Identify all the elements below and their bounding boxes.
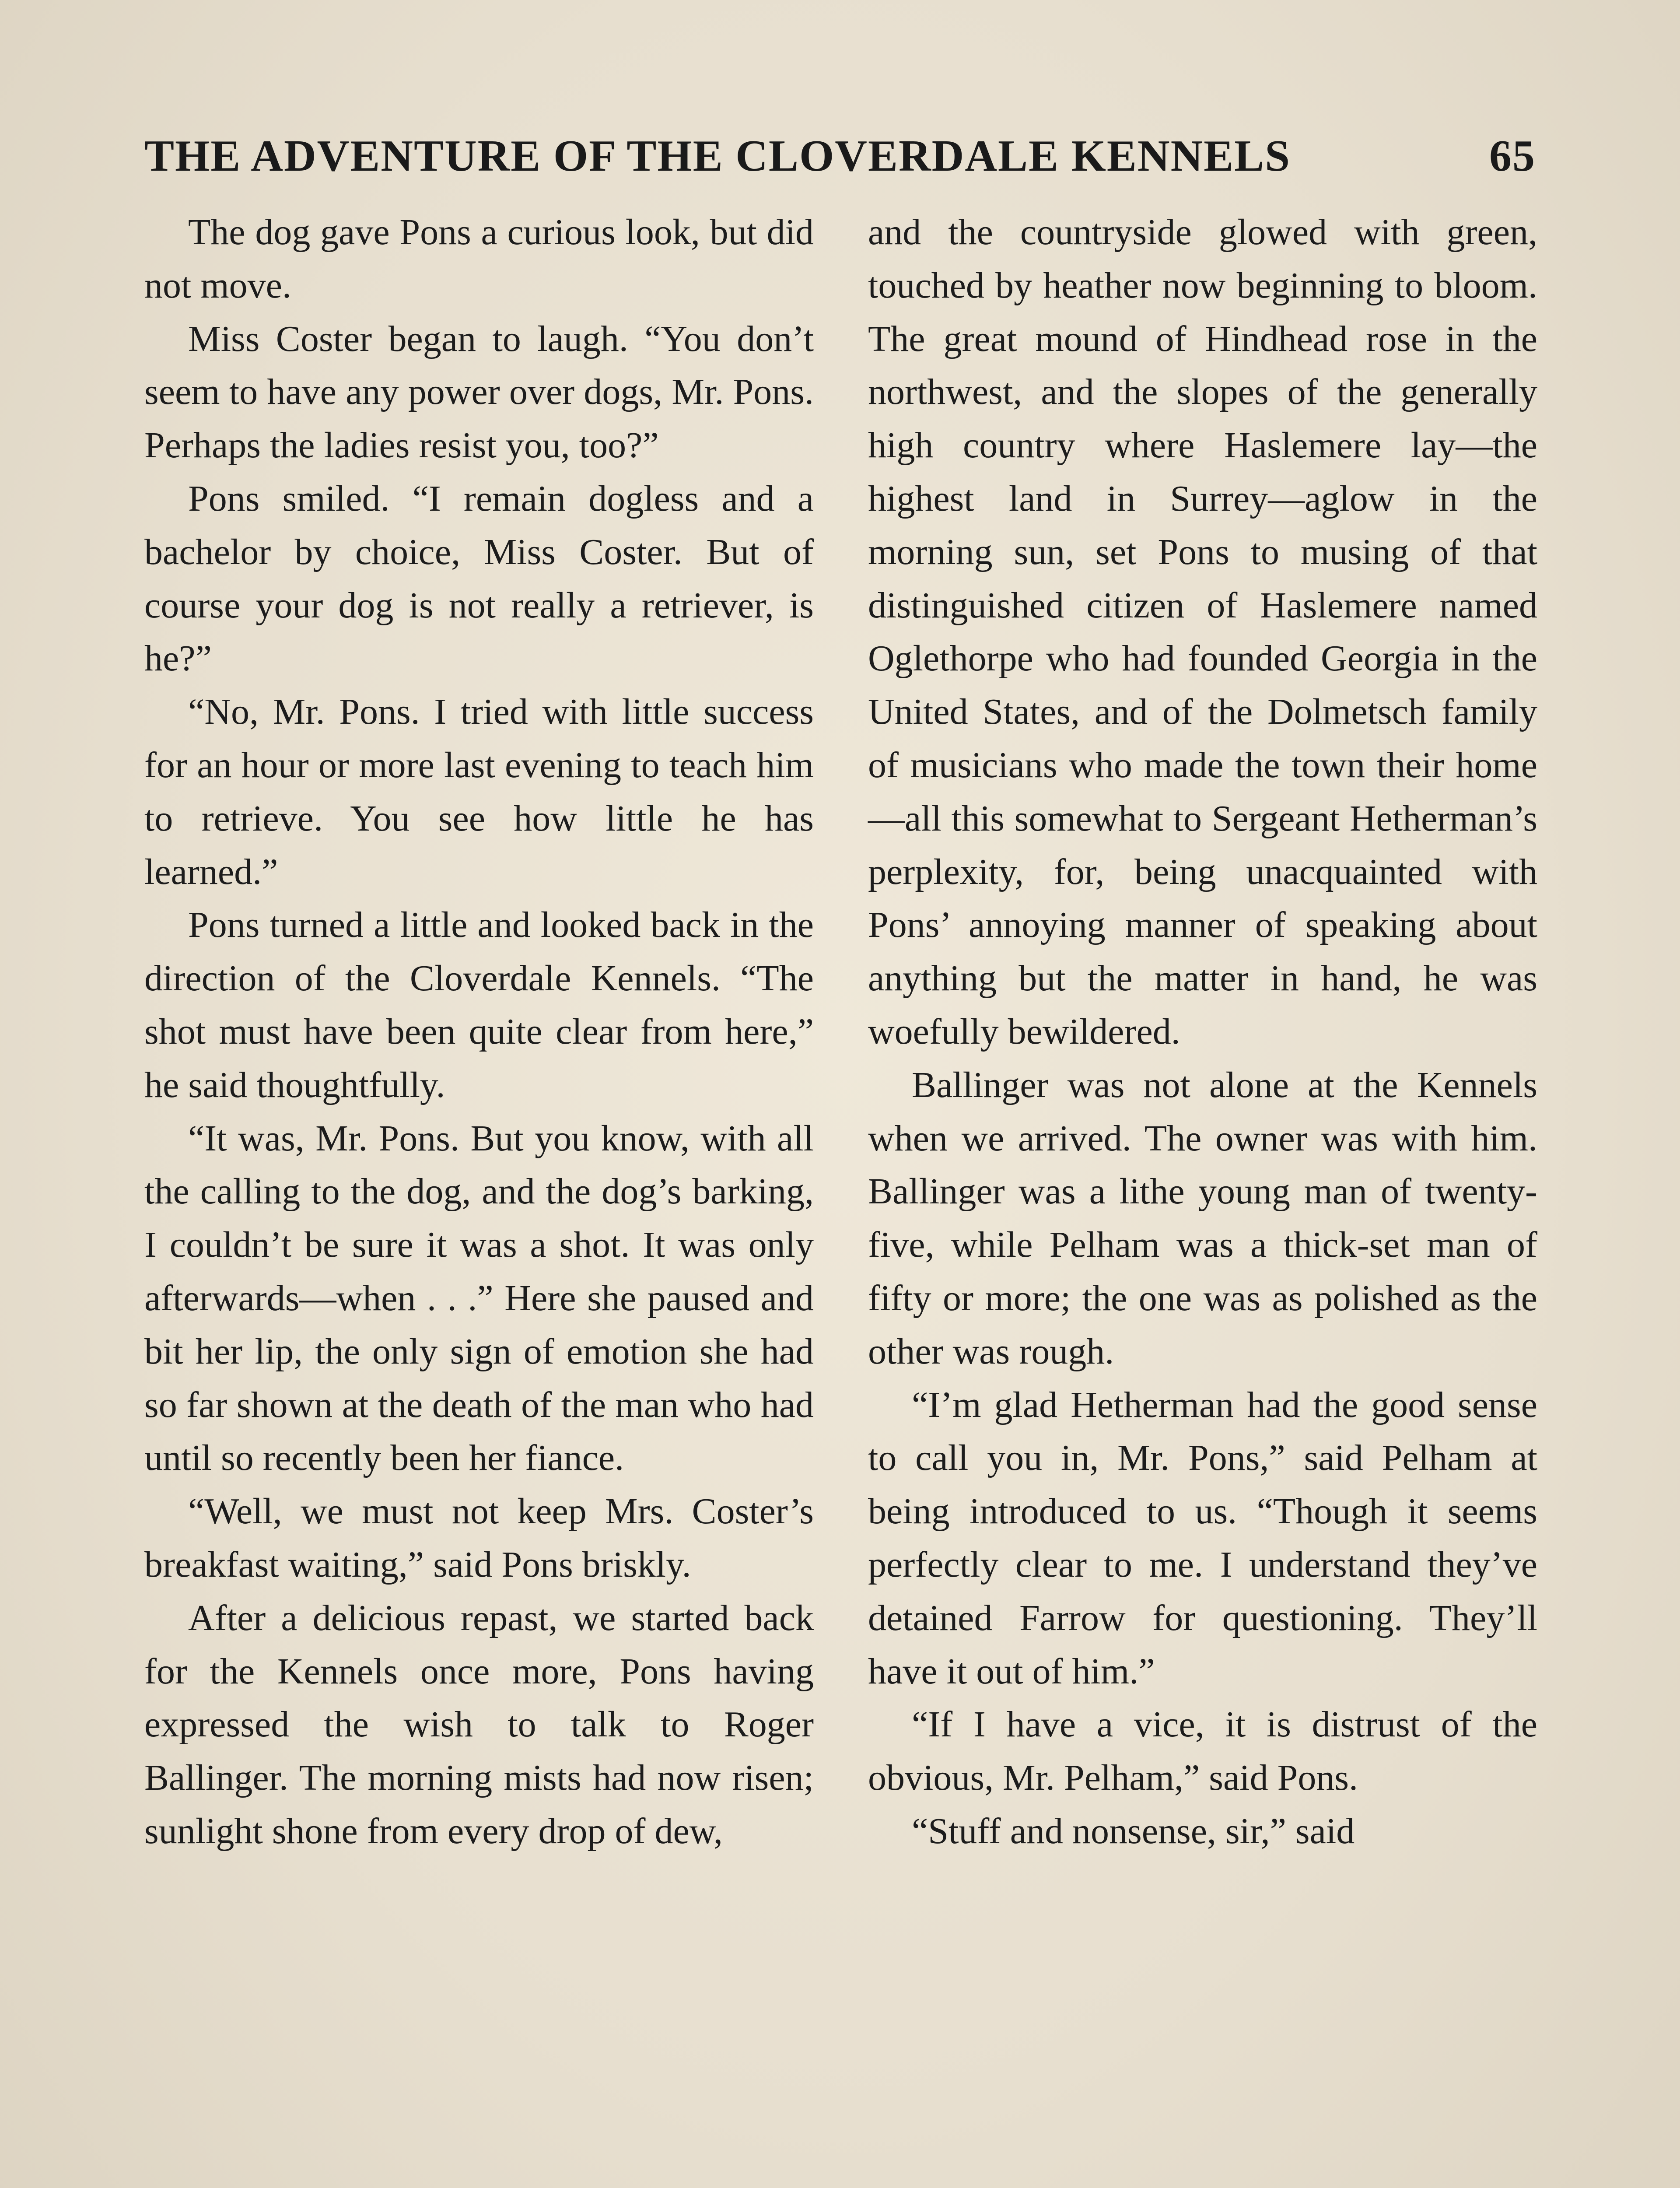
paragraph: “Stuff and nonsense, sir,” said — [912, 1810, 1355, 1851]
left-column — [144, 206, 814, 1858]
right-column — [868, 206, 1537, 1858]
paragraph: Pons smiled. “I remain dogless and a bachelor by choice, Miss Coster. But of course your dog is not really a retriever, is he?” — [144, 478, 814, 679]
paragraph: Ballinger was not alone at the Kennels when we arrived. The owner was with him. Ballinger was a lithe young man of twenty-five, while Pelham was a thick-set man of fifty or more; the one was as polished as the other was rough. — [868, 1064, 1537, 1372]
chapter-title: THE ADVENTURE OF THE CLOVERDALE KENNELS — [144, 131, 1291, 181]
paragraph: “I’m glad Hetherman had the good sense to call you in, Mr. Pons,” said Pelham at being introduced to us. “Though it seems perfectly clear to me. I understand they’ve detained Farrow for questioning. They’ll have it out of him.” — [868, 1384, 1537, 1692]
paragraph: Miss Coster began to laugh. “You don’t seem to have any power over dogs, Mr. Pons. Perhaps the ladies resist you, too?” — [144, 318, 814, 466]
paragraph: The dog gave Pons a curious look, but did not move. — [144, 212, 814, 306]
paragraph: Pons turned a little and looked back in the direction of the Cloverdale Kennels. “The shot must have been quite clear from here,” he said thoughtfully. — [144, 905, 814, 1105]
paragraph-continued: and the countryside glowed with green, touched by heather now beginning to bloom. The great mound of Hindhead rose in the northwest, and the slopes of the generally high country where Haslemere lay—the highest land in Surrey—aglow in the morning sun, set Pons to musing of that distinguished citizen of Haslemere named Oglethorpe who had founded Georgia in the United States, and of the Dolmetsch family of musicians who made the town their home—all this somewhat to Sergeant Hetherman’s perplexity, for, being unacquainted with Pons’ annoying manner of speaking about anything but the matter in hand, he was woefully bewildered. — [868, 212, 1537, 1052]
paragraph: After a delicious repast, we started back for the Kennels once more, Pons having expressed the wish to talk to Roger Ballinger. The morning mists had now risen; sunlight shone from every drop of dew, — [144, 1597, 814, 1851]
paragraph: “It was, Mr. Pons. But you know, with all the calling to the dog, and the dog’s barking, I couldn’t be sure it was a shot. It was only afterwards—when . . .” Here she paused and bit her lip, the only sign of emotion she had so far shown at the death of the man who had until so recently been her fiance. — [144, 1118, 814, 1479]
running-header — [144, 130, 1536, 187]
paragraph: “No, Mr. Pons. I tried with little success for an hour or more last evening to teach him to retrieve. You see how little he has learned.” — [144, 691, 814, 892]
paragraph: “Well, we must not keep Mrs. Coster’s breakfast waiting,” said Pons briskly. — [144, 1491, 814, 1585]
paragraph: “If I have a vice, it is distrust of the obvious, Mr. Pelham,” said Pons. — [868, 1704, 1537, 1799]
page-number: 65 — [1489, 131, 1536, 181]
